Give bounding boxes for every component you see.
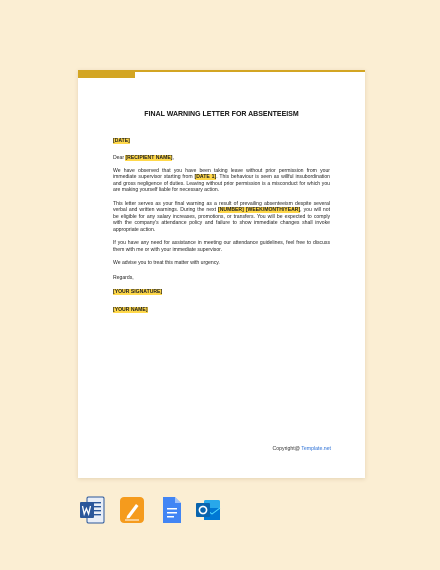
- paragraph-3: If you have any need for assistance in meeting our attendance guidelines, feel free to discuss them with me or with your immediate supervisor.: [113, 240, 330, 253]
- salutation-suffix: ,: [172, 154, 174, 161]
- name-line: [113, 307, 330, 314]
- period-placeholder: [NUMBER] [WEEK/MONTH/YEAR]: [218, 207, 301, 214]
- paragraph-4: We advise you to treat this matter with urgency.: [113, 259, 220, 266]
- letter-title: FINAL WARNING LETTER FOR ABSENTEEISM: [144, 111, 299, 118]
- copyright-brand-link[interactable]: Template.net: [301, 446, 331, 452]
- copyright-prefix: Copyright@: [272, 446, 302, 452]
- date-placeholder: [DATE]: [113, 138, 130, 144]
- paragraph-1-text-b: . This behaviour is seen as willful insubordination and gross negligence of duties. Leaving without prior permission is a misconduct for which you are making yourself liable for necessary action.: [113, 174, 331, 194]
- paragraph-2: [113, 201, 330, 234]
- header-accent-block: [78, 70, 135, 78]
- salutation: [113, 155, 330, 162]
- salutation-prefix: Dear: [113, 154, 126, 161]
- outlook-icon[interactable]: [195, 496, 221, 524]
- document-preview: [78, 70, 365, 478]
- paragraph-1: [113, 168, 330, 194]
- paragraph-2-text-a: This letter serves as your final warning as a result of prevailing absenteeism despite several verbal and written warnings. During the next: [113, 200, 330, 214]
- copyright-notice: [272, 446, 331, 452]
- name-placeholder: [YOUR NAME]: [113, 306, 148, 313]
- pages-icon[interactable]: [119, 496, 145, 524]
- paragraph-2-text-b: , you will not be eligible for any salary increases, promotions, or transfers. You will be expected to comply with the company's attendance policy and failure to show immediate changes shall invoke appropriate action.: [113, 207, 331, 233]
- google-docs-icon[interactable]: [159, 496, 185, 524]
- word-icon[interactable]: [79, 496, 105, 524]
- letter-body: [113, 111, 330, 320]
- date-1-placeholder: [DATE 1]: [194, 174, 217, 181]
- signature-line: [113, 289, 330, 296]
- closing: Regards,: [113, 275, 134, 282]
- paragraph-1-text-a: We have observed that you have been taking leave without prior permission from your immediate supervisor starting from: [113, 167, 330, 181]
- recipient-placeholder: [RECIPIENT NAME]: [125, 154, 173, 161]
- date-line: [113, 138, 330, 145]
- signature-placeholder: [YOUR SIGNATURE]: [113, 288, 163, 295]
